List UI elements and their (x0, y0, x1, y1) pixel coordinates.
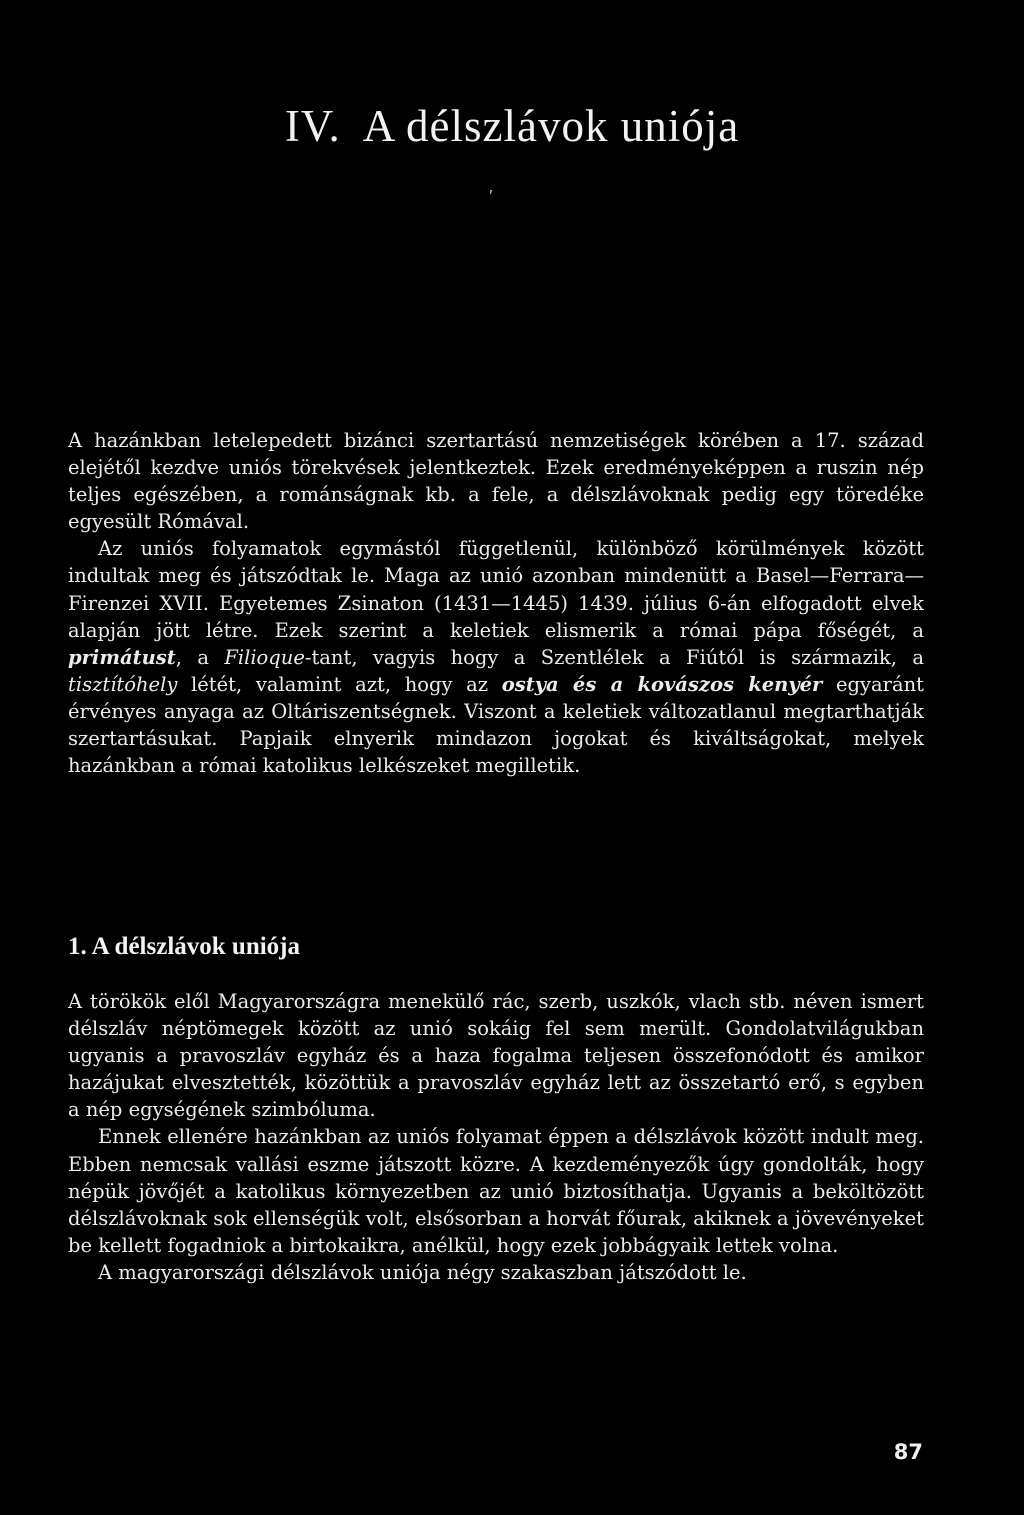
section-paragraph-2: Ennek ellenére hazánkban az uniós folyamat éppen a délszlávok között indult meg. Ebben nemcsak vallási eszme játszott közre. A kezdeményezők úgy gondolták, hogy népük jövőjét a katolikus környezetben az unió biztosíthatja. Ugyanis a beköltözött délszlávoknak sok ellenségük volt, elsősorban a horvát főurak, akiknek a jövevényeket be kellett fogadniok a birtokaikra, anélkül, hogy ezek jobbágyaik lettek volna. (68, 1125, 924, 1257)
intro-text-3: , a (175, 645, 225, 669)
intro-text-6: egyaránt érvényes anyaga az Oltáriszentségnek. Viszont a keletiek változatlanul megtarthatják szertartásukat. Papjaik elnyerik mindazon jogokat és kiváltságokat, melyek hazánkban a római katolikus lelkészeket megilletik. (68, 672, 924, 778)
intro-text (68, 427, 924, 779)
chapter-number: IV. (284, 101, 341, 151)
intro-text-4: -tant, vagyis hogy a Szentlélek a Fiútól is származik, a (304, 645, 924, 669)
intro-paragraph-1 (68, 427, 924, 535)
chapter-title (0, 100, 1024, 152)
section-title: 1. A délszlávok uniója (68, 933, 300, 960)
stray-mark: ' (488, 186, 492, 206)
chapter-title-text: A délszlávok uniója (362, 101, 740, 151)
term-tisztitohely: tisztítóhely (68, 672, 178, 696)
intro-text-5: létét, valamint azt, hogy az (177, 672, 502, 696)
intro-paragraph-2 (68, 535, 924, 779)
page-number: 87 (893, 1440, 923, 1464)
intro-text-2: Az uniós folyamatok egymástól függetlenül, különböző körülmények között indultak meg és játszódtak le. Maga az unió azonban mindenütt a Basel—Ferrara—Firenzei XVII. Egyetemes Zsinaton (1431—1445) 1439. július 6-án elfogadott elvek alapján jött létre. Ezek szerint a keletiek elismerik a római pápa főségét, a (68, 537, 924, 642)
term-primatus: primátust (68, 645, 176, 669)
section-paragraph-1: A törökök elől Magyarországra menekülő rác, szerb, uszkók, vlach stb. néven ismert délszláv néptömegek között az unió sokáig fel sem merült. Gondolatvilágukban ugyanis a pravoszláv egyház és a haza fogalma teljesen összefonódott és amikor hazájukat elvesztették, közöttük a pravoszláv egyház lett az összetartó erő, s egyben a nép egységének szimbóluma. (68, 990, 924, 1122)
term-filioque: Filioque (224, 645, 305, 669)
section-text (68, 988, 924, 1286)
section-paragraph-3: A magyarországi délszlávok uniója négy szakaszban játszódott le. (98, 1260, 747, 1284)
intro-text-1: A hazánkban letelepedett bizánci szertartású nemzetiségek körében a 17. század elejétől kezdve uniós törekvések jelentkeztek. Ezek eredményeképpen a ruszin nép teljes egészében, a románságnak kb. a fele, a délszlávoknak pedig egy töredéke egyesült Rómával. (68, 429, 924, 534)
term-ostya: ostya és a kovászos kenyér (501, 672, 823, 696)
